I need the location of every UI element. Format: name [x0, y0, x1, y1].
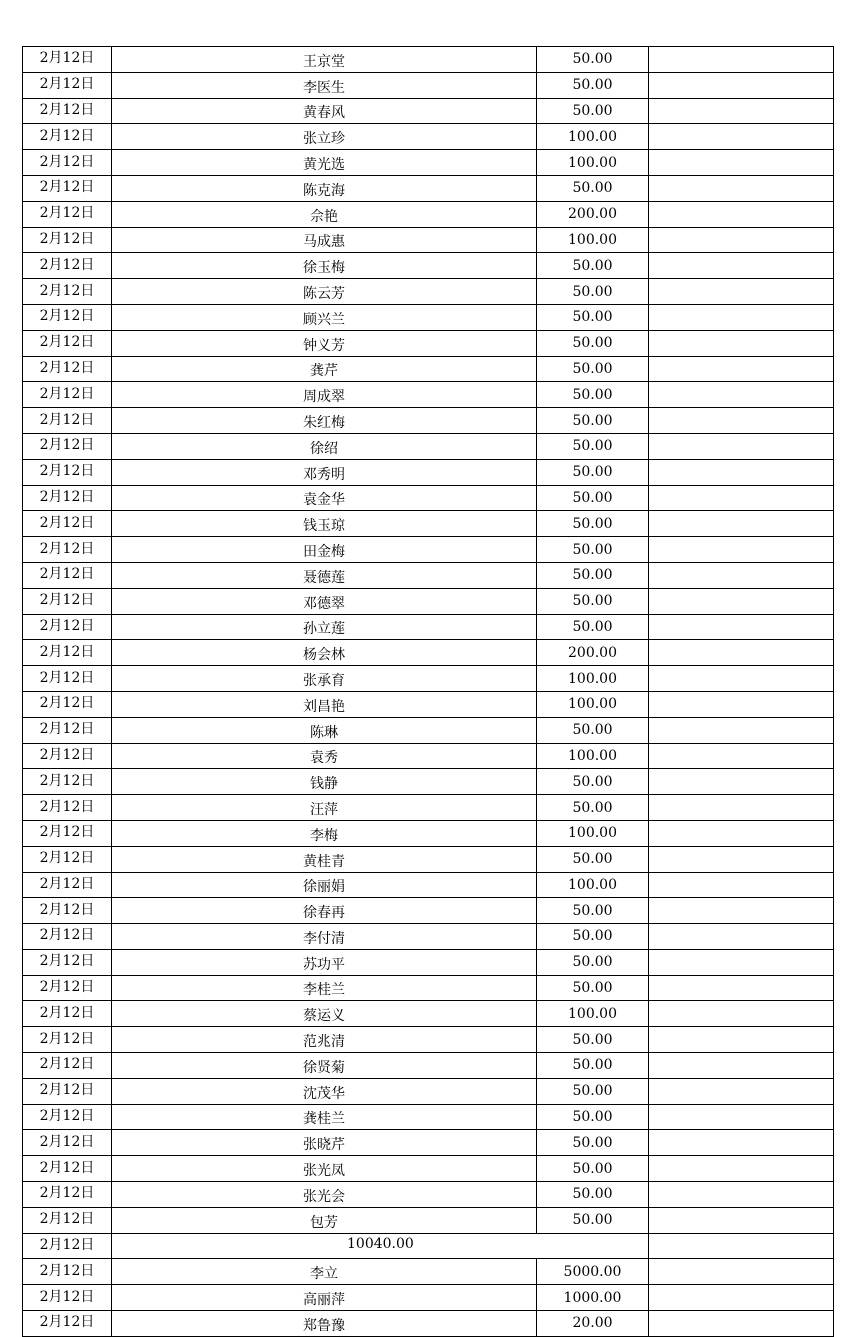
table-row — [23, 1053, 834, 1079]
table-row — [23, 666, 834, 692]
name-cell: 张立珍 — [112, 124, 537, 150]
note-cell — [649, 459, 834, 485]
table-row — [23, 150, 834, 176]
table-row — [23, 820, 834, 846]
name-cell: 苏功平 — [112, 949, 537, 975]
table-row — [23, 1156, 834, 1182]
amount-cell: 5000.00 — [537, 1259, 649, 1285]
note-cell — [649, 304, 834, 330]
amount-cell: 100.00 — [537, 124, 649, 150]
name-cell: 李医生 — [112, 72, 537, 98]
note-cell — [649, 588, 834, 614]
table-row — [23, 433, 834, 459]
amount-cell: 50.00 — [537, 795, 649, 821]
name-cell: 钱静 — [112, 769, 537, 795]
name-cell: 徐贤菊 — [112, 1053, 537, 1079]
note-cell — [649, 666, 834, 692]
date-cell: 2月12日 — [23, 1207, 112, 1233]
amount-cell: 100.00 — [537, 150, 649, 176]
note-cell — [649, 1001, 834, 1027]
amount-cell: 50.00 — [537, 949, 649, 975]
date-cell: 2月12日 — [23, 201, 112, 227]
amount-cell: 100.00 — [537, 872, 649, 898]
date-cell: 2月12日 — [23, 640, 112, 666]
table-row — [23, 124, 834, 150]
amount-cell: 50.00 — [537, 98, 649, 124]
table-row — [23, 769, 834, 795]
date-cell: 2月12日 — [23, 537, 112, 563]
date-cell: 2月12日 — [23, 666, 112, 692]
table-row — [23, 72, 834, 98]
date-cell: 2月12日 — [23, 150, 112, 176]
note-cell — [649, 227, 834, 253]
amount-cell: 50.00 — [537, 614, 649, 640]
amount-cell: 50.00 — [537, 433, 649, 459]
name-cell: 陈琳 — [112, 717, 537, 743]
note-cell — [649, 562, 834, 588]
table-row — [23, 485, 834, 511]
table-row — [23, 253, 834, 279]
name-cell: 龚芹 — [112, 356, 537, 382]
name-cell: 陈克海 — [112, 175, 537, 201]
date-cell: 2月12日 — [23, 1182, 112, 1208]
date-cell: 2月12日 — [23, 1285, 112, 1311]
name-cell: 邓德翠 — [112, 588, 537, 614]
name-cell: 徐玉梅 — [112, 253, 537, 279]
note-cell — [649, 820, 834, 846]
date-cell: 2月12日 — [23, 47, 112, 73]
name-cell: 李桂兰 — [112, 975, 537, 1001]
amount-cell: 100.00 — [537, 227, 649, 253]
table-row — [23, 1078, 834, 1104]
note-cell — [649, 330, 834, 356]
note-cell — [649, 1207, 834, 1233]
date-cell: 2月12日 — [23, 820, 112, 846]
table-row — [23, 614, 834, 640]
date-cell: 2月12日 — [23, 717, 112, 743]
table-row — [23, 898, 834, 924]
amount-cell: 50.00 — [537, 717, 649, 743]
date-cell: 2月12日 — [23, 1130, 112, 1156]
date-cell: 2月12日 — [23, 253, 112, 279]
amount-cell: 50.00 — [537, 1053, 649, 1079]
note-cell — [649, 356, 834, 382]
amount-cell: 50.00 — [537, 588, 649, 614]
name-cell: 沈茂华 — [112, 1078, 537, 1104]
table-row — [23, 227, 834, 253]
date-cell: 2月12日 — [23, 175, 112, 201]
date-cell: 2月12日 — [23, 279, 112, 305]
date-cell: 2月12日 — [23, 588, 112, 614]
name-cell: 徐春再 — [112, 898, 537, 924]
name-cell: 张光凤 — [112, 1156, 537, 1182]
date-cell: 2月12日 — [23, 124, 112, 150]
date-cell: 2月12日 — [23, 614, 112, 640]
amount-cell: 100.00 — [537, 743, 649, 769]
amount-cell: 50.00 — [537, 304, 649, 330]
name-cell: 李付清 — [112, 924, 537, 950]
amount-cell: 50.00 — [537, 924, 649, 950]
table-row — [23, 98, 834, 124]
name-cell: 徐丽娟 — [112, 872, 537, 898]
date-cell: 2月12日 — [23, 872, 112, 898]
name-cell: 佘艳 — [112, 201, 537, 227]
amount-cell: 50.00 — [537, 408, 649, 434]
note-cell — [649, 511, 834, 537]
note-cell — [649, 150, 834, 176]
amount-cell: 50.00 — [537, 1104, 649, 1130]
amount-cell: 50.00 — [537, 511, 649, 537]
note-cell — [649, 408, 834, 434]
name-cell: 黄桂青 — [112, 846, 537, 872]
name-cell: 范兆清 — [112, 1027, 537, 1053]
amount-cell: 50.00 — [537, 330, 649, 356]
note-cell — [649, 175, 834, 201]
amount-cell: 50.00 — [537, 1027, 649, 1053]
note-cell — [649, 253, 834, 279]
date-cell: 2月12日 — [23, 949, 112, 975]
table-row — [23, 459, 834, 485]
name-cell: 田金梅 — [112, 537, 537, 563]
name-cell: 张承育 — [112, 666, 537, 692]
table-row — [23, 1285, 834, 1311]
table-row — [23, 175, 834, 201]
amount-cell: 50.00 — [537, 975, 649, 1001]
table-row — [23, 872, 834, 898]
note-cell — [649, 872, 834, 898]
amount-cell: 100.00 — [537, 820, 649, 846]
note-cell — [649, 1233, 834, 1259]
table-row — [23, 717, 834, 743]
name-cell: 包芳 — [112, 1207, 537, 1233]
date-cell: 2月12日 — [23, 304, 112, 330]
table-row — [23, 537, 834, 563]
note-cell — [649, 1182, 834, 1208]
amount-cell: 1000.00 — [537, 1285, 649, 1311]
note-cell — [649, 1285, 834, 1311]
date-cell: 2月12日 — [23, 1001, 112, 1027]
table-row — [23, 279, 834, 305]
table-row — [23, 1182, 834, 1208]
table-row — [23, 304, 834, 330]
name-cell: 李梅 — [112, 820, 537, 846]
subtotal-amount: 10040.00 — [112, 1233, 649, 1259]
date-cell: 2月12日 — [23, 1104, 112, 1130]
date-cell: 2月12日 — [23, 1053, 112, 1079]
table-row — [23, 201, 834, 227]
note-cell — [649, 717, 834, 743]
date-cell: 2月12日 — [23, 1078, 112, 1104]
amount-cell: 50.00 — [537, 459, 649, 485]
amount-cell: 50.00 — [537, 769, 649, 795]
table-row — [23, 47, 834, 73]
name-cell: 刘昌艳 — [112, 691, 537, 717]
amount-cell: 100.00 — [537, 691, 649, 717]
table-row — [23, 1207, 834, 1233]
date-cell: 2月12日 — [23, 227, 112, 253]
name-cell: 黄春风 — [112, 98, 537, 124]
date-cell: 2月12日 — [23, 1259, 112, 1285]
amount-cell: 50.00 — [537, 537, 649, 563]
amount-cell: 50.00 — [537, 175, 649, 201]
amount-cell: 200.00 — [537, 201, 649, 227]
name-cell: 蔡运义 — [112, 1001, 537, 1027]
donation-table — [22, 46, 834, 1337]
table-row — [23, 924, 834, 950]
date-cell: 2月12日 — [23, 1311, 112, 1337]
table-row — [23, 949, 834, 975]
amount-cell: 50.00 — [537, 47, 649, 73]
name-cell: 孙立莲 — [112, 614, 537, 640]
name-cell: 汪萍 — [112, 795, 537, 821]
amount-cell: 50.00 — [537, 485, 649, 511]
note-cell — [649, 795, 834, 821]
note-cell — [649, 640, 834, 666]
name-cell: 李立 — [112, 1259, 537, 1285]
name-cell: 张光会 — [112, 1182, 537, 1208]
amount-cell: 50.00 — [537, 72, 649, 98]
date-cell: 2月12日 — [23, 72, 112, 98]
date-cell: 2月12日 — [23, 459, 112, 485]
amount-cell: 50.00 — [537, 1182, 649, 1208]
table-row — [23, 1259, 834, 1285]
date-cell: 2月12日 — [23, 975, 112, 1001]
date-cell: 2月12日 — [23, 433, 112, 459]
table-row — [23, 1001, 834, 1027]
amount-cell: 50.00 — [537, 898, 649, 924]
name-cell: 马成惠 — [112, 227, 537, 253]
note-cell — [649, 1104, 834, 1130]
note-cell — [649, 614, 834, 640]
note-cell — [649, 1078, 834, 1104]
date-cell: 2月12日 — [23, 795, 112, 821]
amount-cell: 200.00 — [537, 640, 649, 666]
table-row — [23, 975, 834, 1001]
name-cell: 徐绍 — [112, 433, 537, 459]
note-cell — [649, 691, 834, 717]
amount-cell: 50.00 — [537, 1156, 649, 1182]
table-row — [23, 330, 834, 356]
name-cell: 周成翠 — [112, 382, 537, 408]
name-cell: 袁秀 — [112, 743, 537, 769]
note-cell — [649, 1311, 834, 1337]
date-cell: 2月12日 — [23, 485, 112, 511]
name-cell: 陈云芳 — [112, 279, 537, 305]
date-cell: 2月12日 — [23, 330, 112, 356]
name-cell: 袁金华 — [112, 485, 537, 511]
note-cell — [649, 949, 834, 975]
note-cell — [649, 846, 834, 872]
date-cell: 2月12日 — [23, 1027, 112, 1053]
amount-cell: 100.00 — [537, 666, 649, 692]
name-cell: 王京堂 — [112, 47, 537, 73]
date-cell: 2月12日 — [23, 898, 112, 924]
note-cell — [649, 485, 834, 511]
amount-cell: 50.00 — [537, 846, 649, 872]
table-row — [23, 691, 834, 717]
note-cell — [649, 201, 834, 227]
table-row — [23, 511, 834, 537]
note-cell — [649, 1130, 834, 1156]
amount-cell: 50.00 — [537, 1130, 649, 1156]
amount-cell: 50.00 — [537, 253, 649, 279]
note-cell — [649, 537, 834, 563]
date-cell: 2月12日 — [23, 924, 112, 950]
amount-cell: 100.00 — [537, 1001, 649, 1027]
note-cell — [649, 1156, 834, 1182]
date-cell: 2月12日 — [23, 98, 112, 124]
note-cell — [649, 98, 834, 124]
date-cell: 2月12日 — [23, 846, 112, 872]
table-row — [23, 382, 834, 408]
note-cell — [649, 924, 834, 950]
date-cell: 2月12日 — [23, 769, 112, 795]
donation-table-body — [23, 47, 834, 1337]
table-row — [23, 640, 834, 666]
table-row — [23, 743, 834, 769]
amount-cell: 50.00 — [537, 562, 649, 588]
note-cell — [649, 279, 834, 305]
table-row — [23, 356, 834, 382]
amount-cell: 50.00 — [537, 1207, 649, 1233]
date-cell: 2月12日 — [23, 1233, 112, 1259]
amount-cell: 50.00 — [537, 279, 649, 305]
name-cell: 邓秀明 — [112, 459, 537, 485]
name-cell: 钱玉琼 — [112, 511, 537, 537]
name-cell: 高丽萍 — [112, 1285, 537, 1311]
date-cell: 2月12日 — [23, 356, 112, 382]
note-cell — [649, 382, 834, 408]
note-cell — [649, 769, 834, 795]
name-cell: 郑鲁豫 — [112, 1311, 537, 1337]
name-cell: 龚桂兰 — [112, 1104, 537, 1130]
name-cell: 聂德莲 — [112, 562, 537, 588]
note-cell — [649, 47, 834, 73]
note-cell — [649, 124, 834, 150]
note-cell — [649, 898, 834, 924]
table-row — [23, 1311, 834, 1337]
date-cell: 2月12日 — [23, 511, 112, 537]
date-cell: 2月12日 — [23, 743, 112, 769]
note-cell — [649, 1053, 834, 1079]
subtotal-row — [23, 1233, 834, 1259]
date-cell: 2月12日 — [23, 562, 112, 588]
name-cell: 黄光选 — [112, 150, 537, 176]
date-cell: 2月12日 — [23, 1156, 112, 1182]
amount-cell: 50.00 — [537, 356, 649, 382]
amount-cell: 50.00 — [537, 382, 649, 408]
note-cell — [649, 1027, 834, 1053]
note-cell — [649, 975, 834, 1001]
name-cell: 杨会林 — [112, 640, 537, 666]
note-cell — [649, 1259, 834, 1285]
name-cell: 朱红梅 — [112, 408, 537, 434]
name-cell: 顾兴兰 — [112, 304, 537, 330]
amount-cell: 50.00 — [537, 1078, 649, 1104]
note-cell — [649, 72, 834, 98]
table-row — [23, 795, 834, 821]
table-row — [23, 846, 834, 872]
table-row — [23, 1130, 834, 1156]
date-cell: 2月12日 — [23, 691, 112, 717]
note-cell — [649, 743, 834, 769]
date-cell: 2月12日 — [23, 408, 112, 434]
table-row — [23, 562, 834, 588]
name-cell: 钟义芳 — [112, 330, 537, 356]
table-row — [23, 1027, 834, 1053]
table-row — [23, 408, 834, 434]
table-row — [23, 1104, 834, 1130]
date-cell: 2月12日 — [23, 382, 112, 408]
note-cell — [649, 433, 834, 459]
name-cell: 张晓芹 — [112, 1130, 537, 1156]
amount-cell: 20.00 — [537, 1311, 649, 1337]
table-row — [23, 588, 834, 614]
